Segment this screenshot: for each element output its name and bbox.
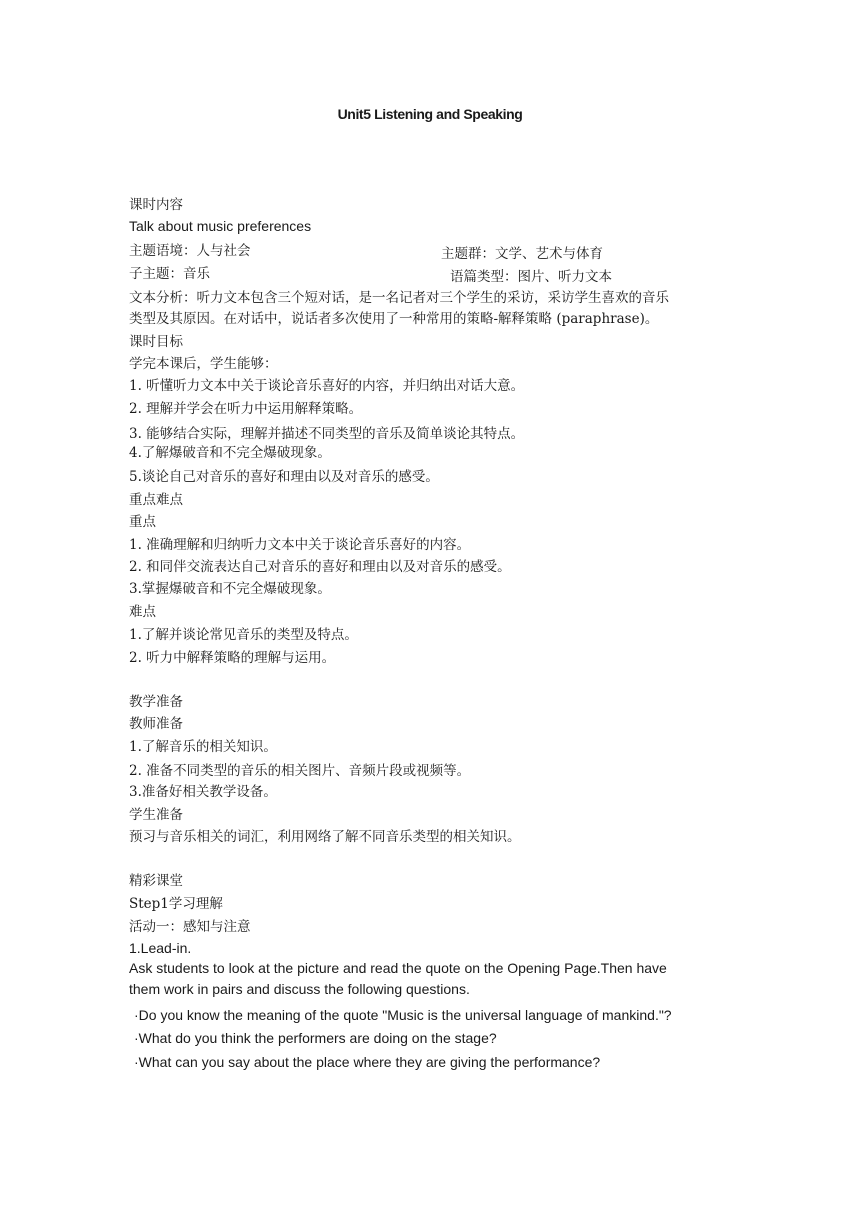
sub-theme: 子主题：音乐 xyxy=(129,266,210,282)
objective-item: 1. 听懂听力文本中关于谈论音乐喜好的内容，并归纳出对话大意。 xyxy=(129,378,525,394)
lead-in-heading: 1.Lead-in. xyxy=(129,940,192,956)
objective-item: 2. 理解并学会在听力中运用解释策略。 xyxy=(129,401,363,417)
difficulty-item: 2. 听力中解释策略的理解与运用。 xyxy=(129,650,336,666)
question-item: ·What do you think the performers are doing on the stage? xyxy=(134,1030,497,1046)
document-title: Unit5 Listening and Speaking xyxy=(337,106,523,122)
objectives-intro: 学完本课后，学生能够： xyxy=(129,356,278,372)
classroom-heading: 精彩课堂 xyxy=(129,873,183,889)
text-analysis-line-2: 类型及其原因。在对话中，说话者多次使用了一种常用的策略-解释策略 (paraphrase)。 xyxy=(129,311,659,327)
teacher-prep-item: 1.了解音乐的相关知识。 xyxy=(129,739,277,755)
difficulty-heading: 难点 xyxy=(129,604,156,620)
objective-item: 5.谈论自己对音乐的喜好和理由以及对音乐的感受。 xyxy=(129,469,439,485)
step-heading: Step1学习理解 xyxy=(129,896,223,912)
activity-heading: 活动一：感知与注意 xyxy=(129,919,251,935)
focus-heading: 重点 xyxy=(129,514,156,530)
key-points-heading: 重点难点 xyxy=(129,492,183,508)
lesson-topic: Talk about music preferences xyxy=(129,218,312,234)
objective-item: 3. 能够结合实际，理解并描述不同类型的音乐及简单谈论其特点。 xyxy=(129,426,525,442)
teacher-prep-item: 2. 准备不同类型的音乐的相关图片、音频片段或视频等。 xyxy=(129,763,471,779)
question-item: ·Do you know the meaning of the quote "Music is the universal language of mankind."? xyxy=(134,1007,672,1023)
student-prep-heading: 学生准备 xyxy=(129,807,183,823)
instruction-line-1: Ask students to look at the picture and read the quote on the Opening Page.Then have xyxy=(129,960,667,976)
lesson-content-heading: 课时内容 xyxy=(129,197,183,213)
theme-group: 主题群：文学、艺术与体育 xyxy=(441,246,603,262)
text-type: 语篇类型：图片、听力文本 xyxy=(450,269,612,285)
difficulty-item: 1.了解并谈论常见音乐的类型及特点。 xyxy=(129,627,358,643)
objectives-heading: 课时目标 xyxy=(129,334,183,350)
focus-item: 3.掌握爆破音和不完全爆破现象。 xyxy=(129,581,331,597)
teacher-prep-item: 3.准备好相关教学设备。 xyxy=(129,784,277,800)
preparation-heading: 教学准备 xyxy=(129,694,183,710)
text-analysis-line-1: 文本分析：听力文本包含三个短对话，是一名记者对三个学生的采访，采访学生喜欢的音乐 xyxy=(129,290,669,306)
focus-item: 2. 和同伴交流表达自己对音乐的喜好和理由以及对音乐的感受。 xyxy=(129,559,511,575)
question-item: ·What can you say about the place where they are giving the performance? xyxy=(134,1054,601,1070)
student-prep-text: 预习与音乐相关的词汇，利用网络了解不同音乐类型的相关知识。 xyxy=(129,829,521,845)
instruction-line-2: them work in pairs and discuss the following questions. xyxy=(129,981,470,997)
theme-context: 主题语境：人与社会 xyxy=(129,243,251,259)
objective-item: 4.了解爆破音和不完全爆破现象。 xyxy=(129,445,331,461)
focus-item: 1. 准确理解和归纳听力文本中关于谈论音乐喜好的内容。 xyxy=(129,537,471,553)
teacher-prep-heading: 教师准备 xyxy=(129,716,183,732)
